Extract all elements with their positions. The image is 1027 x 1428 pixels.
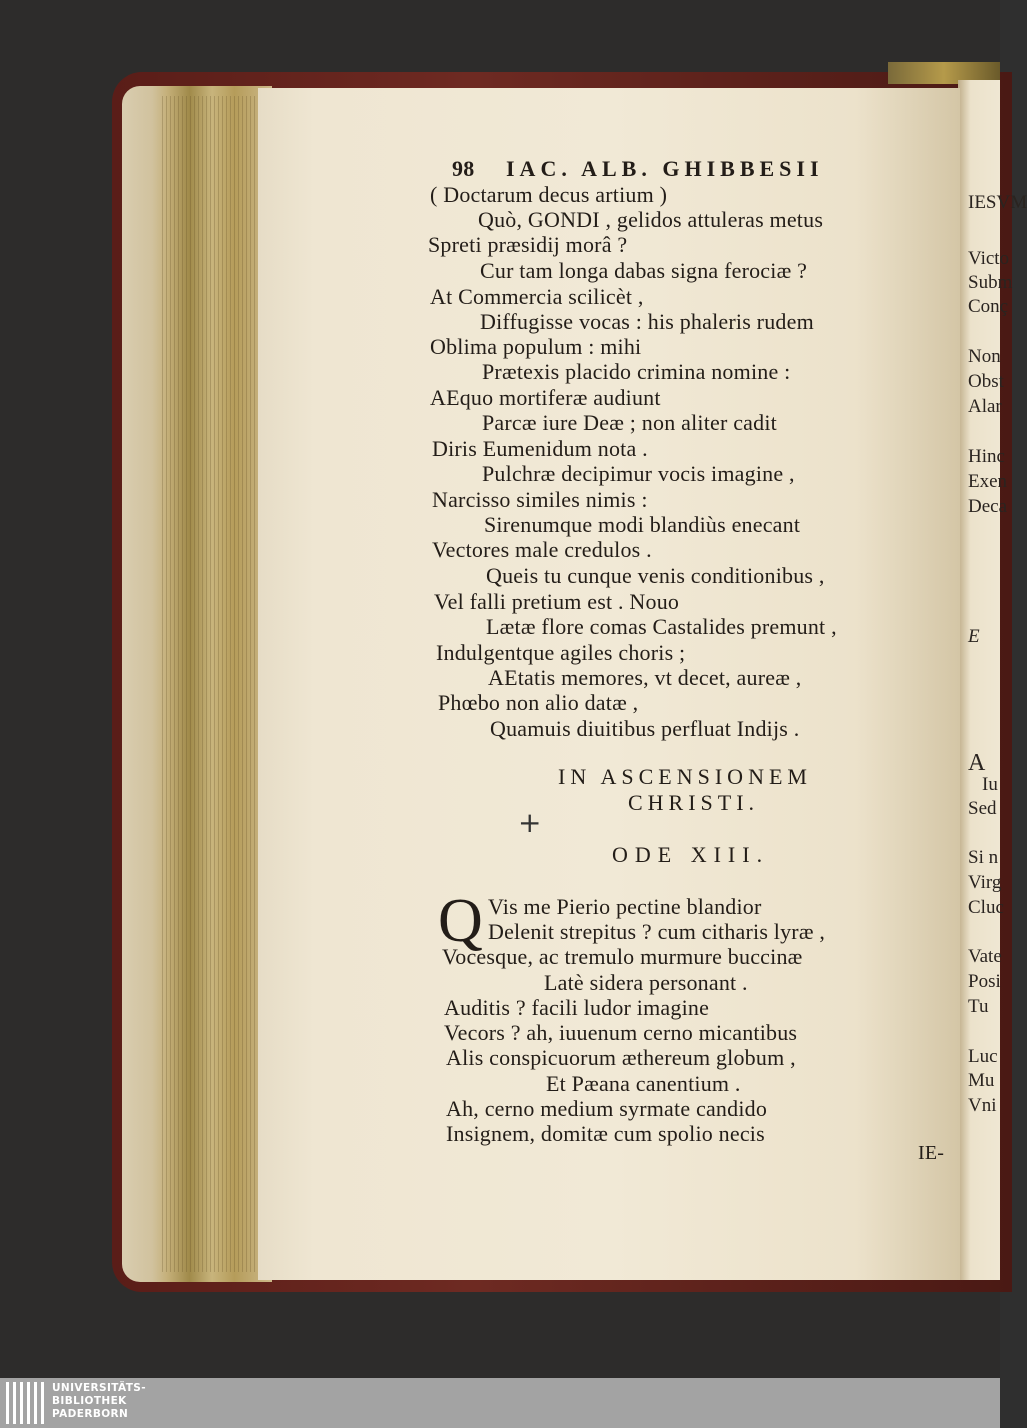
verse-line: At Commercia scilicèt ,	[430, 284, 644, 309]
facing-line: Exen	[968, 471, 1008, 492]
verse-line: Diris Eumenidum nota .	[432, 436, 648, 461]
verse-line: Et Pæana canentium .	[546, 1071, 741, 1096]
verse-line: Vocesque, ac tremulo murmure buccinæ	[442, 944, 803, 969]
verse-line: Prætexis placido crimina nomine :	[482, 359, 791, 384]
verse-line: Pulchræ decipimur vocis imagine ,	[482, 461, 795, 486]
library-name-line: PADERBORN	[52, 1408, 129, 1420]
facing-line: Conç	[968, 296, 1009, 317]
verse-line: Quamuis diuitibus perfluat Indijs .	[490, 716, 800, 741]
library-name-line: UNIVERSITÄTS-	[52, 1382, 147, 1394]
facing-page	[958, 80, 1027, 1280]
page-edges	[122, 86, 272, 1282]
verse-line: Diffugisse vocas : his phaleris rudem	[480, 309, 814, 334]
facing-line: Vni	[968, 1095, 997, 1116]
verse-line: Lætæ flore comas Castalides premunt ,	[486, 614, 837, 639]
facing-line: Luc	[968, 1046, 998, 1067]
verse-line: Vel falli pretium est . Nouo	[434, 589, 680, 614]
verse-line: Vecors ? ah, iuuenum cerno micantibus	[444, 1020, 798, 1045]
library-logo-icon	[4, 1382, 48, 1424]
verse-line: Indulgentque agiles choris ;	[436, 640, 686, 665]
library-footer	[0, 1378, 1000, 1428]
verse-line: Delenit strepitus ? cum citharis lyræ ,	[488, 919, 826, 944]
running-head: IAC. ALB. GHIBBESII	[506, 156, 824, 181]
facing-line: Hinc	[968, 446, 1005, 467]
facing-line: Deca	[968, 496, 1008, 517]
facing-line: Non	[968, 346, 1001, 367]
facing-line: Obst	[968, 371, 1004, 392]
verse-line: Alis conspicuorum æthereum globum ,	[446, 1045, 796, 1070]
verse-line: ( Doctarum decus artium )	[430, 182, 668, 207]
section-title: CHRISTI.	[628, 790, 760, 815]
verse-line: Sirenumque modi blandiùs enecant	[484, 512, 801, 537]
facing-line: Tu	[968, 996, 989, 1017]
facing-line: E	[968, 626, 980, 647]
library-name	[52, 1382, 146, 1421]
cross-mark: +	[518, 806, 542, 839]
facing-line: Virg	[968, 872, 1002, 893]
verse-line: Auditis ? facili ludor imagine	[444, 995, 710, 1020]
verse-line: Spreti præsidij morâ ?	[428, 232, 628, 257]
ode-title: ODE XIII.	[612, 842, 770, 867]
verse-line: AEtatis memores, vt decet, aureæ ,	[488, 665, 802, 690]
facing-line: Cluc	[968, 897, 1004, 918]
verse-line: Latè sidera personant .	[544, 970, 748, 995]
facing-line: Posi	[968, 971, 1001, 992]
verse-line: AEquo mortiferæ audiunt	[430, 385, 661, 410]
verse-line: Queis tu cunque venis conditionibus ,	[486, 563, 825, 588]
verse-line: Quò, GONDI , gelidos attuleras metus	[478, 207, 824, 232]
verse-line: Vis me Pierio pectine blandior	[488, 894, 762, 919]
facing-line: Alar	[968, 396, 1002, 417]
verse-line: Vectores male credulos .	[432, 537, 652, 562]
section-title: IN ASCENSIONEM	[558, 764, 812, 789]
facing-line: Subm	[968, 272, 1013, 293]
verse-line: Parcæ iure Deæ ; non aliter cadit	[482, 410, 777, 435]
facing-line: Si n	[968, 847, 999, 868]
facing-line: Vate	[968, 946, 1002, 967]
verse-line: Ah, cerno medium syrmate candido	[446, 1096, 768, 1121]
catchword: IE-	[918, 1142, 945, 1164]
verse-line: Oblima populum : mihi	[430, 334, 642, 359]
verse-line: Insignem, domitæ cum spolio necis	[446, 1121, 765, 1146]
facing-line: Iu	[982, 774, 998, 795]
facing-line: IESVM	[968, 192, 1027, 213]
page-number: 98	[452, 156, 475, 181]
library-name-line: BIBLIOTHEK	[52, 1395, 127, 1407]
facing-line: Victo	[968, 248, 1010, 269]
facing-line: Mu	[968, 1070, 995, 1091]
verse-line: Cur tam longa dabas signa ferociæ ?	[480, 258, 808, 283]
drop-cap: Q	[438, 887, 483, 955]
facing-line: Sed	[968, 798, 997, 819]
facing-line: A	[968, 750, 986, 776]
verse-line: Narcisso similes nimis :	[432, 487, 648, 512]
verse-line: Phœbo non alio datæ ,	[438, 690, 639, 715]
